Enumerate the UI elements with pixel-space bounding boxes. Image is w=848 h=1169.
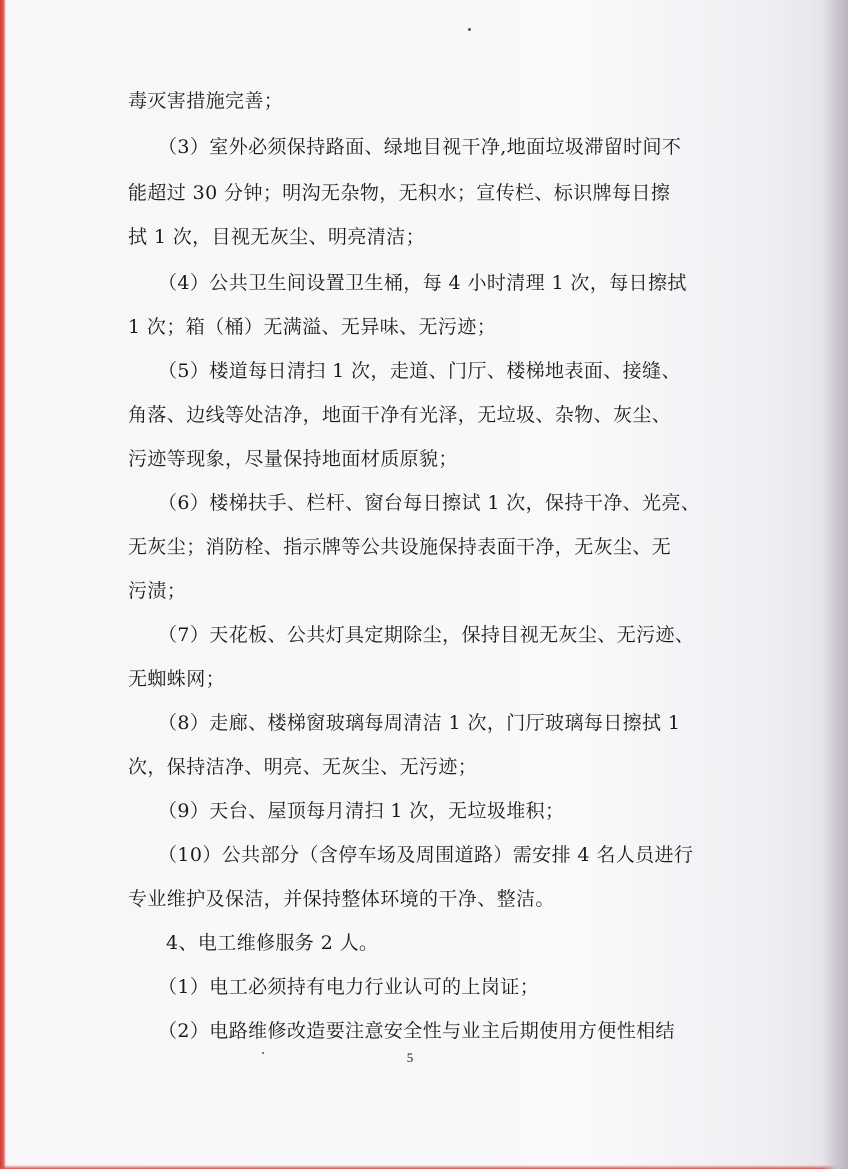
text-line: （2）电路维修改造要注意安全性与业主后期使用方便性相结 — [158, 1020, 675, 1042]
scan-speck — [262, 1052, 264, 1054]
text-line: （4）公共卫生间设置卫生桶，每 4 小时清理 1 次，每日擦拭 — [158, 272, 687, 294]
text-line: 1 次；箱（桶）无满溢、无异味、无污迹； — [128, 316, 497, 338]
text-line: （6）楼梯扶手、栏杆、窗台每日擦试 1 次，保持干净、光亮、 — [158, 492, 701, 514]
text-line: 拭 1 次，目视无灰尘、明亮清洁； — [128, 226, 425, 248]
text-line: （5）楼道每日清扫 1 次，走道、门厅、楼梯地表面、接缝、 — [158, 360, 681, 382]
text-line: 次，保持洁净、明亮、无灰尘、无污迹； — [128, 756, 478, 778]
scan-speck — [468, 28, 471, 31]
text-line: 专业维护及保洁，并保持整体环境的干净、整洁。 — [128, 888, 555, 910]
scan-edge-right — [822, 0, 848, 1169]
text-line: 毒灭害措施完善； — [128, 90, 284, 112]
page-number: 5 — [406, 1050, 414, 1065]
text-line: （9）天台、屋顶每月清扫 1 次，无垃圾堆积； — [158, 800, 565, 822]
text-line: （3）室外必须保持路面、绿地目视干净,地面垃圾滞留时间不 — [158, 136, 682, 158]
text-line: 污渍； — [128, 580, 187, 602]
text-line: 污迹等现象，尽量保持地面材质原貌； — [128, 448, 458, 470]
text-line: 4、电工维修服务 2 人。 — [166, 932, 379, 954]
text-line: （7）天花板、公共灯具定期除尘，保持目视无灰尘、无污迹、 — [158, 624, 695, 646]
text-line: （1）电工必须持有电力行业认可的上岗证； — [158, 976, 540, 998]
text-line: 无灰尘；消防栓、指示牌等公共设施保持表面干净，无灰尘、无 — [128, 536, 672, 558]
text-line: 无蜘蛛网； — [128, 668, 226, 690]
text-line: （10）公共部分（含停车场及周围道路）需安排 4 名人员进行 — [158, 844, 694, 866]
text-line: 角落、边线等处洁净，地面干净有光泽，无垃圾、杂物、灰尘、 — [128, 404, 672, 426]
scan-edge-left — [0, 0, 6, 1169]
text-line: 能超过 30 分钟；明沟无杂物，无积水；宣传栏、标识牌每日擦 — [128, 182, 671, 204]
text-line: （8）走廊、楼梯窗玻璃每周清洁 1 次，门厅玻璃每日擦拭 1 — [158, 712, 681, 734]
scan-edge-bottom — [0, 1165, 848, 1169]
